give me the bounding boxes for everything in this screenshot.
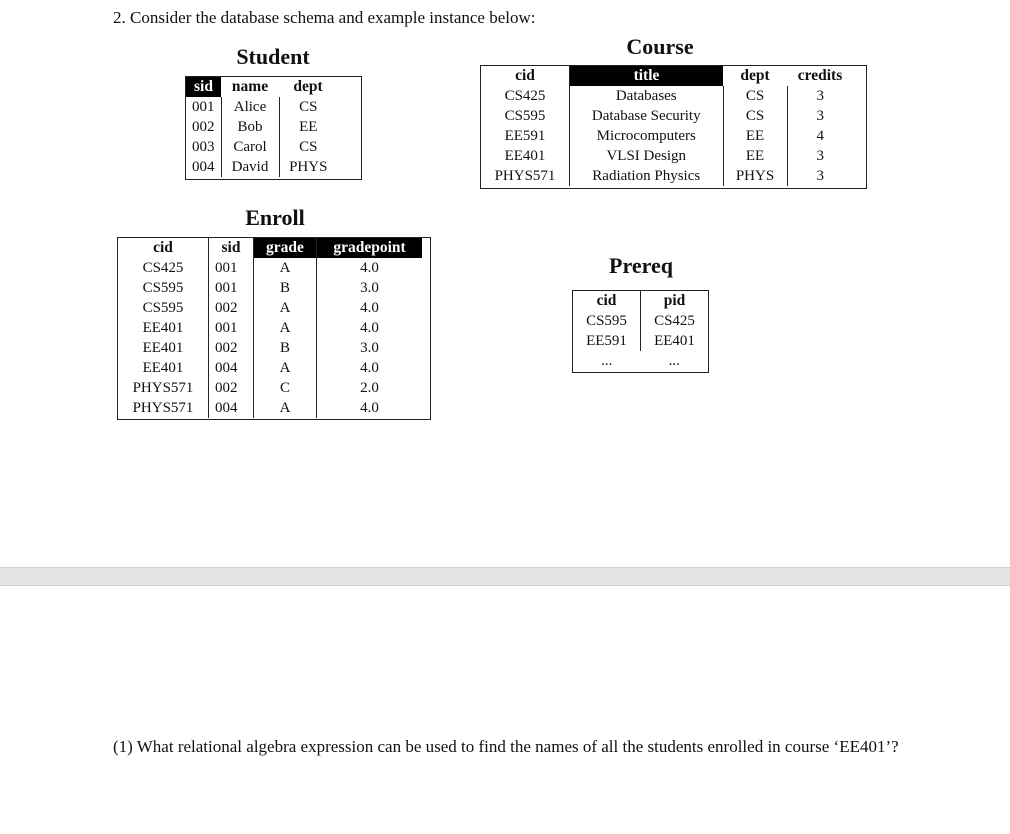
table-row [118,338,422,358]
cell: C [254,378,317,398]
cell: CS425 [504,88,546,104]
course-table-title: Course [626,34,694,59]
enroll-table-title: Enroll [245,205,305,230]
cell: EE [723,126,787,146]
cell: B [254,278,317,298]
cell: 3 [787,166,853,186]
cell: Database Security [570,106,724,126]
cell: 001 [209,278,254,298]
cell: A [254,358,317,378]
student-col-dept: dept [293,78,323,95]
cell: 3.0 [317,278,423,298]
table-row [573,351,708,371]
problem-heading: 2. Consider the database schema and example instance below: [113,8,536,27]
cell: 3 [787,86,853,106]
table-row [481,166,853,186]
cell: 002 [209,338,254,358]
cell: PHYS571 [494,168,556,184]
table-row [118,298,422,318]
table-row [118,358,422,378]
cell: EE591 [586,333,627,349]
cell: EE401 [142,320,184,336]
cell: 002 [209,298,254,318]
table-row [481,86,853,106]
table-row [186,117,337,137]
table-row [481,106,853,126]
student-table [186,77,337,177]
course-col-cid: cid [515,67,535,84]
cell: PHYS [279,157,337,177]
cell: CS595 [142,300,184,316]
cell: PHYS571 [132,380,194,396]
table-row [118,378,422,398]
cell: A [254,318,317,338]
table-row [118,398,422,418]
enroll-col-grade: grade [254,238,317,258]
cell: CS [279,97,337,117]
cell: CS595 [142,280,184,296]
cell: 004 [192,159,215,175]
cell: Carol [221,137,279,157]
cell: David [221,157,279,177]
cell: 004 [209,358,254,378]
cell: CS425 [142,260,184,276]
cell: Radiation Physics [570,166,724,186]
cell: ... [668,353,680,369]
prereq-col-pid: pid [641,291,709,311]
cell: CS [279,137,337,157]
cell: EE401 [142,360,184,376]
cell: CS425 [641,311,709,331]
cell: 4.0 [317,258,423,278]
cell: CS [723,106,787,126]
cell: 002 [192,119,215,135]
cell: A [254,298,317,318]
course-col-dept: dept [740,67,770,84]
cell: 3 [787,106,853,126]
cell: EE [723,146,787,166]
table-row [118,278,422,298]
cell: CS595 [586,313,627,329]
course-col-title: title [570,66,724,86]
cell: 001 [209,318,254,338]
cell: B [254,338,317,358]
cell: 4.0 [317,318,423,338]
table-row [186,137,337,157]
cell: VLSI Design [570,146,724,166]
cell: CS [723,86,787,106]
cell: EE401 [641,331,709,351]
cell: Microcomputers [570,126,724,146]
cell: PHYS [723,166,787,186]
cell: Alice [221,97,279,117]
course-table [481,66,853,186]
cell: 001 [209,258,254,278]
table-row [573,311,708,331]
cell: 4.0 [317,298,423,318]
cell: A [254,258,317,278]
student-col-sid: sid [186,77,221,97]
enroll-table [118,238,422,418]
table-row [186,157,337,177]
section-divider [0,567,1010,586]
enroll-col-gradepoint: gradepoint [317,238,423,258]
cell: 3.0 [317,338,423,358]
cell: CS595 [504,108,546,124]
table-row [118,258,422,278]
student-col-name: name [231,78,269,95]
table-row [481,146,853,166]
cell: 3 [787,146,853,166]
table-row [118,318,422,338]
table-row [573,331,708,351]
cell: 4.0 [317,398,423,418]
cell: 2.0 [317,378,423,398]
cell: EE401 [504,148,546,164]
course-col-credits: credits [797,67,843,84]
cell: 001 [192,99,215,115]
cell: PHYS571 [132,400,194,416]
cell: A [254,398,317,418]
cell: EE591 [504,128,546,144]
student-table-title: Student [236,44,310,69]
cell: EE [279,117,337,137]
cell: 004 [209,398,254,418]
enroll-col-cid: cid [153,239,173,256]
prereq-table-title: Prereq [609,253,673,278]
question-text: (1) What relational algebra expression can be used to find the names of all the students enrolled in course ‘EE401’? [113,737,899,756]
prereq-table [573,291,708,371]
prereq-col-cid: cid [596,292,617,309]
table-row [481,126,853,146]
cell: EE401 [142,340,184,356]
cell: Bob [221,117,279,137]
cell: 002 [209,378,254,398]
cell: 4.0 [317,358,423,378]
enroll-col-sid: sid [209,238,254,258]
cell: 4 [787,126,853,146]
cell: Databases [570,86,724,106]
cell: 003 [192,139,215,155]
cell: ... [601,353,613,369]
table-row [186,97,337,117]
